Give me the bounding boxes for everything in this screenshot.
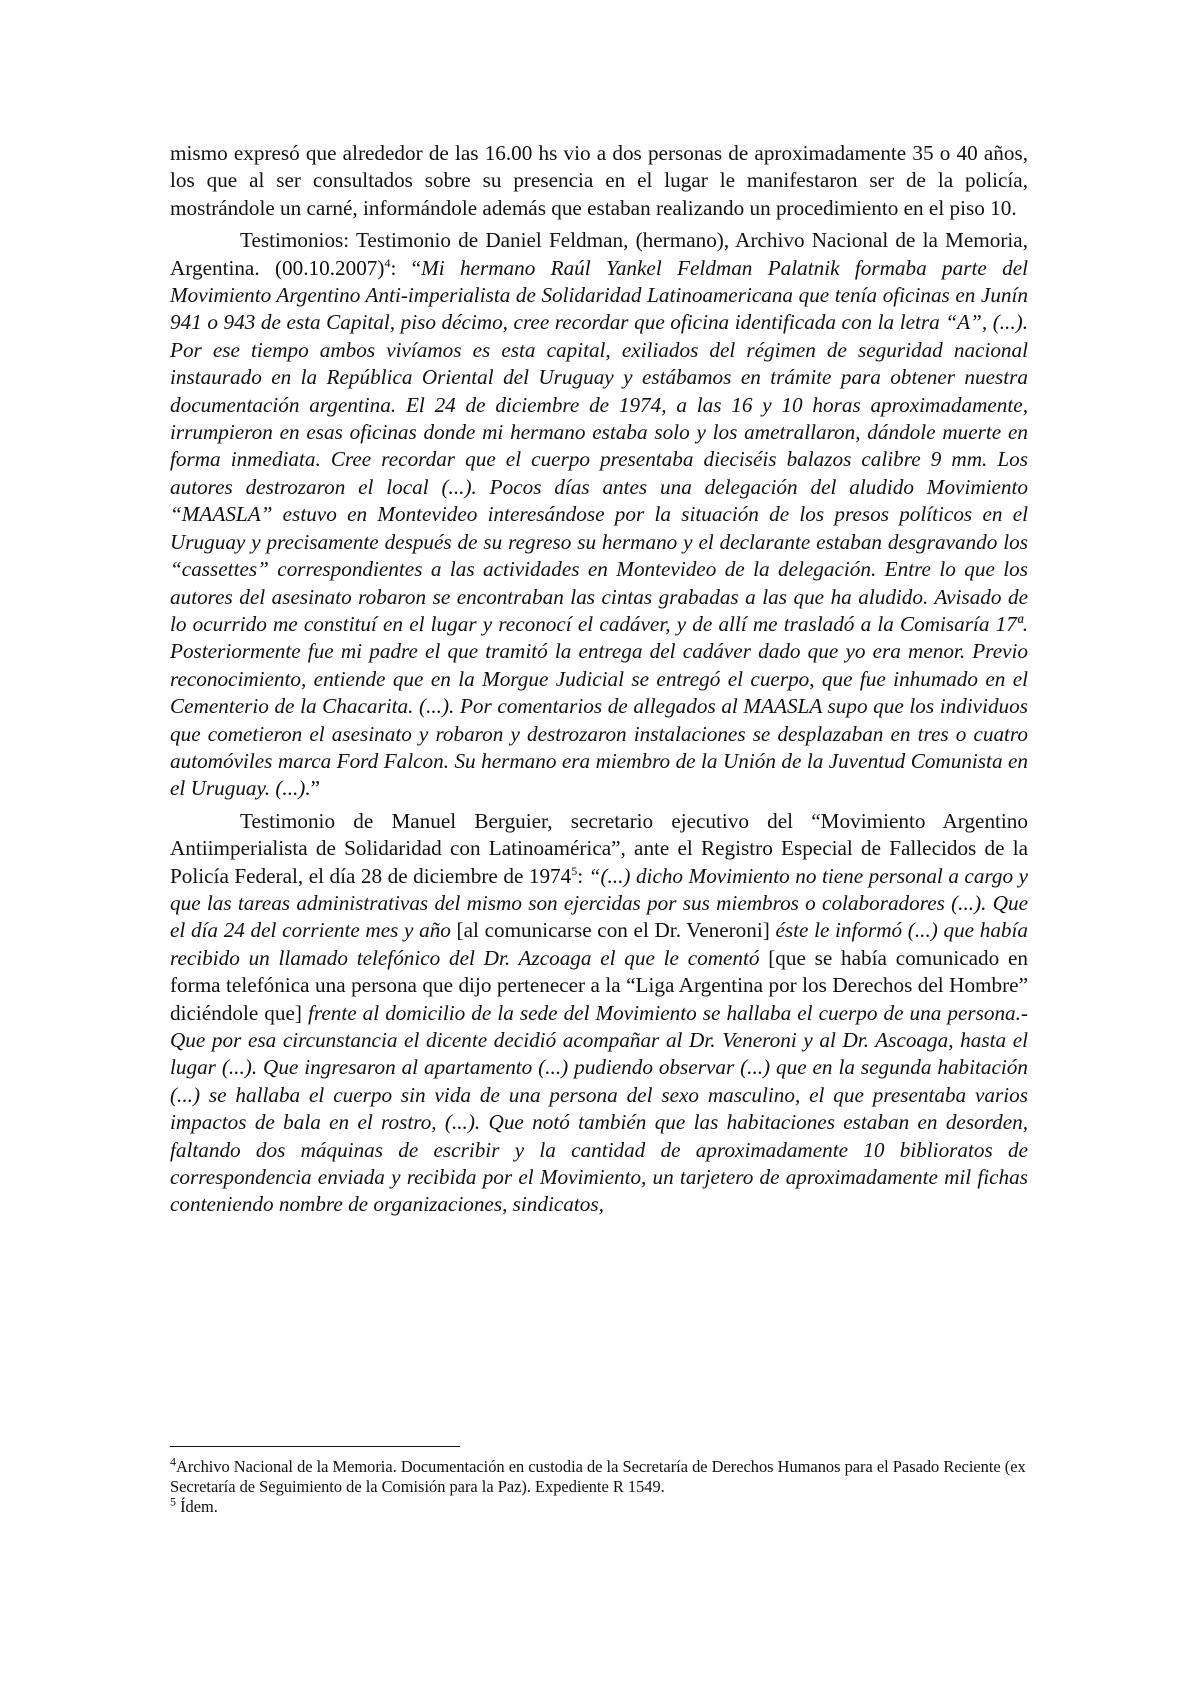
footnote-number: 4 — [170, 1454, 176, 1469]
footnotes — [170, 1454, 1028, 1517]
paragraph — [170, 808, 1028, 1219]
footnote — [170, 1494, 1028, 1517]
paragraph — [170, 140, 1028, 222]
text-run: [que se había comunicado en forma telefónica una persona que dijo pertenecer a la “Liga Argentina por los Derechos del Hombre” diciéndole que] — [170, 945, 1028, 1025]
quoted-testimony: éste le informó (...) que había recibido un llamado telefónico del Dr. Azcoaga el que le comentó — [170, 918, 1028, 970]
footnote — [170, 1454, 1028, 1497]
quoted-testimony: Mi hermano Raúl Yankel Feldman Palatnik formaba parte del Movimiento Argentino Anti-imperialista de Solidaridad Latinoamericana que tenía oficinas en Junín 941 o 943 de esta Capital, piso décimo, cree recordar que oficina identificada con la letra “A”, (...). Por ese tiempo ambos vivíamos es esta capital, exiliados del régimen de seguridad nacional instaurado en la República Oriental del Uruguay y estábamos en trámite para obtener nuestra documentación argentina. El 24 de diciembre de 1974, a las 16 y 10 horas aproximadamente, irrumpieron en esas oficinas donde mi hermano estaba solo y los ametrallaron, dándole muerte en forma inmediata. Cree recordar que el cuerpo presentaba dieciséis balazos calibre 9 mm. Los autores destrozaron el local (...). Pocos días antes una delegación del aludido Movimiento “MAASLA” estuvo en Montevideo interesándose por la situación de los presos políticos en el Uruguay y precisamente después de su regreso su hermano y el declarante estaban desgravando los “cassettes” correspondientes a las actividades en Montevideo de la delegación. Entre lo que los autores del asesinato robaron se encontraban las cintas grabadas a las que ha aludido. Avisado de lo ocurrido me constituí en el lugar y reconocí el cadáver, y de allí me trasladó a la Comisaría 17ª. Posteriormente fue mi padre el que tramitó la entrega del cadáver dado que yo era menor. Previo reconocimiento, entiende que en la Morgue Judicial se entregó el cuerpo, que fue inhumado en el Cementerio de la Chacarita. (...). Por comentarios de allegados al MAASLA supo que los individuos que cometieron el asesinato y robaron y destrozaron instalaciones se desplazaban en tres o cuatro automóviles marca Ford Falcon. Su hermano era miembro de la Unión de la Juventud Comunista en el Uruguay. (...). — [170, 255, 1028, 801]
quoted-testimony: frente al domicilio de la sede del Movimiento se hallaba el cuerpo de una persona.-Que por esa circunstancia el dicente decidió acompañar al Dr. Veneroni y al Dr. Ascoaga, hasta el lugar (...). Que ingresaron al apartamento (...) pudiendo observar (...) que en la segunda habitación (...) se hallaba el cuerpo sin vida de una persona del sexo masculino, el que presentaba varios impactos de bala en el rostro, (...). Que notó también que las habitaciones estaban en desorden, faltando dos máquinas de escribir y la cantidad de aproximadamente 10 biblioratos de correspondencia enviada y recibida por el Movimiento, un tarjetero de aproximadamente mil fichas conteniendo nombre de organizaciones, sindicatos, — [170, 1000, 1028, 1217]
text-run: mismo expresó que alrededor de las 16.00 hs vio a dos personas de aproximadamente 35 o 40 años, los que al ser consultados sobre su presencia en el lugar le manifestaron ser de la policía, mostrándole un carné, informándole además que estaban realizando un procedimiento en el piso 10. — [170, 141, 1028, 220]
text-run: ” — [310, 776, 321, 801]
paragraph — [170, 227, 1028, 803]
text-run: Testimonios: Testimonio de Daniel Feldman, (hermano), Archivo Nacional de la Memoria, Argentina. (00.10.2007) — [170, 228, 1028, 280]
footnote-separator — [170, 1446, 460, 1447]
footnote-reference: 4 — [384, 255, 391, 270]
body-text — [170, 140, 1028, 1219]
text-run: : “ — [390, 255, 422, 280]
quoted-testimony: “(...) dicho Movimiento no tiene personal a cargo y que las tareas administrativas del mismo son ejercidas por sus miembros o colaboradores (...). Que el día 24 del corriente mes y año — [170, 863, 1028, 943]
footnote-reference: 5 — [571, 863, 578, 878]
text-run: [al comunicarse con el Dr. Veneroni] — [450, 918, 776, 943]
text-run: : — [577, 863, 589, 888]
text-run: Testimonio de Manuel Berguier, secretario ejecutivo del “Movimiento Argentino Antiimperialista de Solidaridad con Latinoamérica”, ante el Registro Especial de Fallecidos de la Policía Federal, el día 28 de diciembre de 1974 — [170, 808, 1028, 888]
footnote-number: 5 — [170, 1494, 176, 1509]
footnote-text: Archivo Nacional de la Memoria. Documentación en custodia de la Secretaría de Derechos Humanos para el Pasado Reciente (ex Secretaría de Seguimiento de la Comisión para la Paz). Expediente R 1549. — [170, 1457, 1026, 1496]
footnote-text: Ídem. — [176, 1497, 218, 1516]
